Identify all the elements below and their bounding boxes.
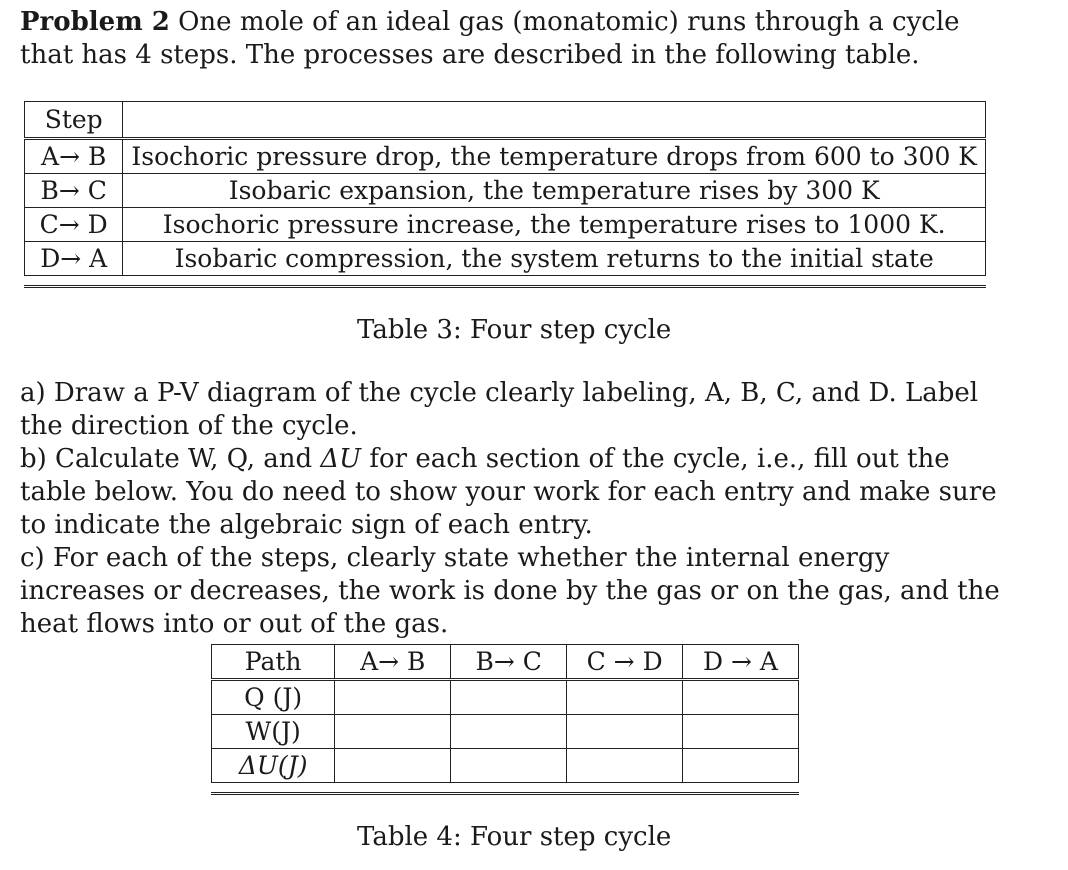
table-row [25, 208, 986, 242]
table-row [212, 680, 799, 715]
results-table [211, 644, 799, 783]
table-row [212, 715, 799, 749]
results-header-bc: B→ C [451, 645, 567, 680]
part-a: a) Draw a P-V diagram of the cycle clearly labeling, A, B, C, and D. Label the direction of the cycle. [20, 378, 979, 441]
results-cell [451, 715, 567, 749]
results-header-da: D → A [683, 645, 799, 680]
results-cell [683, 715, 799, 749]
results-row-label-du-text: ΔU(J) [238, 751, 308, 780]
steps-header-step: Step [25, 102, 123, 139]
results-header-ab: A→ B [335, 645, 451, 680]
results-cell [335, 680, 451, 715]
results-cell [567, 680, 683, 715]
steps-header-desc [123, 102, 986, 139]
results-table-bottom-rule [211, 792, 799, 795]
table-3-caption: Table 3: Four step cycle [357, 315, 672, 345]
results-cell [683, 749, 799, 783]
step-label: B→ C [25, 174, 123, 208]
delta-u-symbol: ΔU [320, 444, 362, 474]
table-row [25, 139, 986, 174]
table-row [25, 242, 986, 276]
steps-table-bottom-rule [24, 285, 986, 288]
results-header-path: Path [212, 645, 335, 680]
table-row [25, 174, 986, 208]
step-description: Isochoric pressure drop, the temperature drops from 600 to 300 K [123, 139, 986, 174]
part-b [20, 443, 1010, 542]
problem-intro [20, 6, 1010, 72]
results-cell [335, 749, 451, 783]
step-label: D→ A [25, 242, 123, 276]
results-table-header [212, 645, 799, 680]
problem-parts [20, 377, 1010, 641]
results-header-cd: C → D [567, 645, 683, 680]
step-description: Isochoric pressure increase, the temperature rises to 1000 K. [123, 208, 986, 242]
results-cell [335, 715, 451, 749]
step-description: Isobaric expansion, the temperature rises by 300 K [123, 174, 986, 208]
results-row-label-w: W(J) [212, 715, 335, 749]
part-c: c) For each of the steps, clearly state whether the internal energy increases or decreases, the work is done by the gas or on the gas, and the heat flows into or out of the gas. [20, 543, 1000, 639]
table-row [212, 749, 799, 783]
results-cell [683, 680, 799, 715]
results-row-label-du [212, 749, 335, 783]
problem-heading: Problem 2 [20, 7, 170, 37]
step-description: Isobaric compression, the system returns to the initial state [123, 242, 986, 276]
part-b-post: for each section of the cycle, i.e., fill out the table below. You do need to show your work for each entry and make sure to indicate the algebraic sign of each entry. [20, 444, 997, 540]
results-cell [451, 680, 567, 715]
steps-table-header [25, 102, 986, 139]
step-label: C→ D [25, 208, 123, 242]
part-b-pre: b) Calculate W, Q, and [20, 444, 321, 474]
problem-intro-text: One mole of an ideal gas (monatomic) runs through a cycle that has 4 steps. The processes are described in the following table. [20, 7, 960, 70]
results-cell [451, 749, 567, 783]
step-label: A→ B [25, 139, 123, 174]
results-row-label-q: Q (J) [212, 680, 335, 715]
steps-table [24, 101, 986, 276]
table-4-caption: Table 4: Four step cycle [357, 822, 672, 852]
results-cell [567, 715, 683, 749]
results-cell [567, 749, 683, 783]
